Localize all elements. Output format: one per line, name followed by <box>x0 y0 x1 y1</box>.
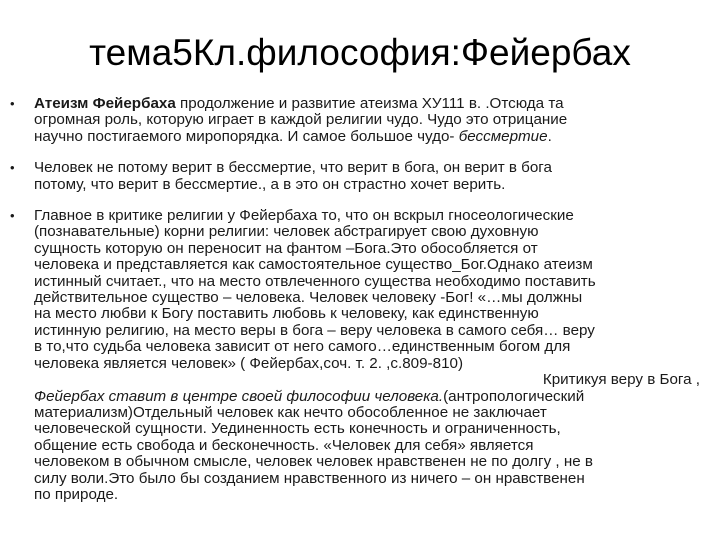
bullet-marker: • <box>10 208 15 224</box>
text-segment: по природе. <box>34 485 119 503</box>
text-line <box>34 208 708 224</box>
text-segment: истинную религию, на место веры в бога – веру человека в самого себя… веру <box>34 321 595 339</box>
text-segment: действительное существо – человека. Человек человеку -Бог! «…мы должны <box>34 289 583 307</box>
text-segment: . <box>547 127 552 145</box>
text-segment: Главное в критике религии у Фейербаха то, что он вскрыл гносеологические <box>34 207 574 225</box>
text-line <box>34 389 708 405</box>
text-segment: на место любви к Богу поставить любовь к человеку, как единственную <box>34 305 539 323</box>
italic-text: бессмертие <box>458 127 548 145</box>
text-segment: Критикуя веру в Бога , <box>542 371 700 389</box>
text-segment: человеческой сущности. Уединенность есть конечность и ограниченность, <box>34 420 561 438</box>
text-line <box>34 471 708 487</box>
bullet-item <box>8 208 708 503</box>
text-segment: научно постигаемого миропорядка. И самое большое чудо- <box>34 127 459 145</box>
text-segment: огромная роль, которую играет в каждой религии чудо. Чудо это отрицание <box>34 111 568 129</box>
text-line <box>34 241 708 257</box>
text-segment: человека является человек» ( Фейербах,соч. т. 2. ,с.809-810) <box>34 354 464 372</box>
text-segment: общение есть свобода и бесконечность. «Человек для себя» является <box>34 436 534 454</box>
bullet-marker: • <box>10 160 15 176</box>
text-line <box>34 372 708 388</box>
text-line <box>34 339 708 355</box>
text-segment: продолжение и развитие атеизма ХУ111 в. .Отсюда та <box>175 95 564 112</box>
text-segment: силу воли.Это было бы созданием нравственного из ничего – он нравственен <box>34 469 585 487</box>
text-segment: (познавательные) корни религии: человек абстрагирует свою духовную <box>34 223 539 241</box>
italic-text: Фейербах ставит в центре своей философии человека. <box>34 387 444 405</box>
bullet-item <box>8 160 708 193</box>
text-line <box>34 112 708 128</box>
text-segment: в то,что судьба человека зависит от него самого…единственным богом для <box>34 338 571 356</box>
slide-title: тема5Кл.философия:Фейербах <box>89 32 631 73</box>
text-line <box>34 129 708 145</box>
bullet-marker: • <box>10 96 15 111</box>
text-line <box>34 306 708 322</box>
bullet-list <box>8 96 708 503</box>
text-line <box>34 177 708 193</box>
text-segment: потому, что верит в бессмертие., а в это он страстно хочет верить. <box>34 175 506 193</box>
text-segment: (антропологический <box>443 387 585 405</box>
text-line <box>34 160 708 176</box>
text-segment: человека и представляется как самостоятельное существо_Бог.Однако атеизм <box>34 256 593 274</box>
bold-text: Атеизм Фейербаха <box>34 95 176 112</box>
text-line <box>34 224 708 240</box>
text-line <box>34 257 708 273</box>
bullet-item <box>8 96 708 145</box>
text-line <box>34 290 708 306</box>
text-line <box>34 454 708 470</box>
text-segment: материализм)Отдельный человек как нечто обособленное не заключает <box>34 403 547 421</box>
text-line <box>34 323 708 339</box>
text-line <box>34 356 708 372</box>
text-segment: сущность которую он переносит на фантом –Бога.Это обособляется от <box>34 239 538 257</box>
text-line <box>34 274 708 290</box>
text-line <box>34 438 708 454</box>
text-line <box>34 487 708 503</box>
text-segment: человеком в обычном смысле, человек человек нравственен не по долгу , не в <box>34 453 593 471</box>
text-line <box>34 96 708 112</box>
text-line <box>34 421 708 437</box>
text-line <box>34 405 708 421</box>
text-segment: Человек не потому верит в бессмертие, что верит в бога, он верит в бога <box>34 159 552 177</box>
text-segment: истинный считает., что на место отвлеченного существа необходимо поставить <box>34 272 596 290</box>
